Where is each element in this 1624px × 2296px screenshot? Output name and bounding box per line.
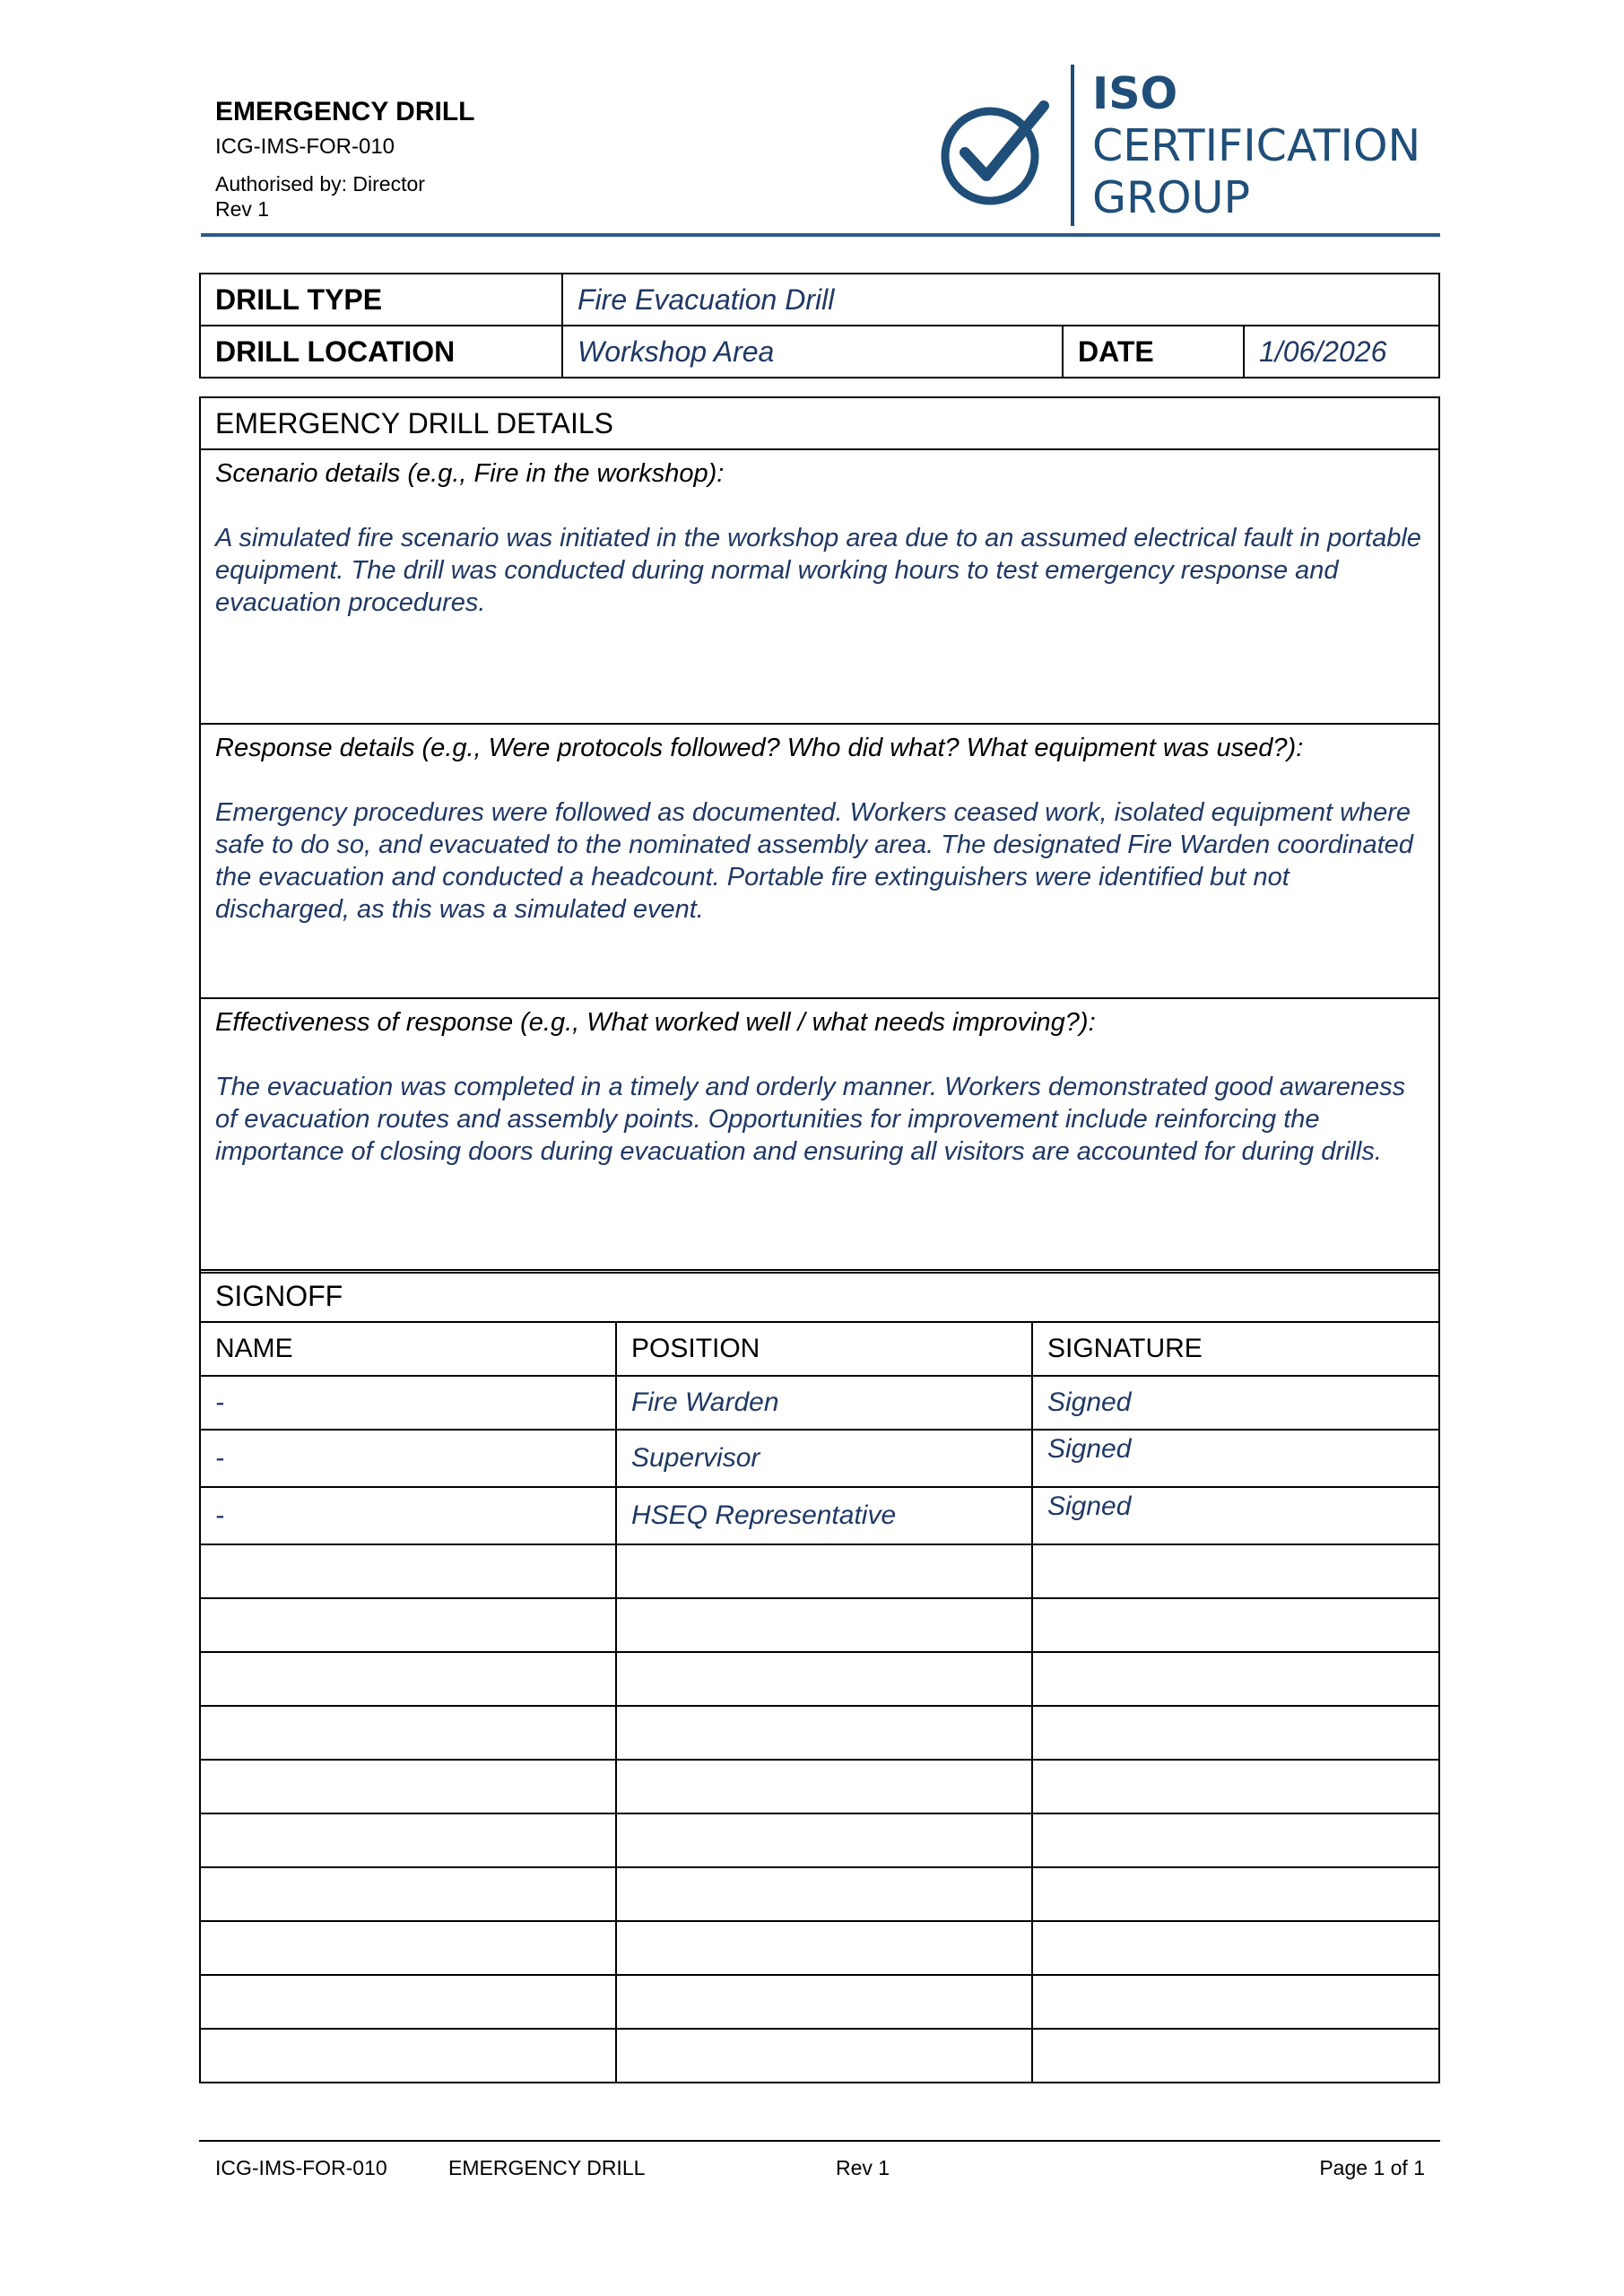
drill-location-value: Workshop Area: [562, 326, 1063, 378]
check-circle-icon: [938, 97, 1049, 208]
document-title: EMERGENCY DRILL: [215, 97, 475, 126]
empty-cell: [1032, 2029, 1439, 2083]
iso-certification-group-logo: [938, 65, 1440, 230]
footer-page-number: Page 1 of 1: [1319, 2156, 1425, 2179]
date-value: 1/06/2026: [1244, 326, 1439, 378]
drill-location-label: DRILL LOCATION: [200, 326, 562, 378]
empty-row: [200, 1813, 1439, 1867]
empty-cell: [1032, 1813, 1439, 1867]
column-header-name: NAME: [200, 1322, 616, 1376]
effectiveness-prompt: Effectiveness of response (e.g., What worked well / what needs improving?):: [215, 1008, 1096, 1037]
scenario-answer: A simulated fire scenario was initiated in the workshop area due to an assumed electrical fault in portable equipment. The drill was conducted during normal working hours to test emergency response and evacuation procedures.: [215, 524, 1421, 617]
empty-cell: [200, 1921, 616, 1975]
authorised-by: Authorised by: Director: [215, 172, 425, 196]
signoff-header-row: [200, 1322, 1439, 1376]
empty-cell: [1032, 1652, 1439, 1706]
logo-text: [1092, 68, 1420, 224]
signoff-position: HSEQ Representative: [616, 1487, 1032, 1544]
logo-line-iso: ISO: [1092, 68, 1178, 119]
empty-row: [200, 1867, 1439, 1921]
date-label: DATE: [1063, 326, 1244, 378]
logo-line-group: GROUP: [1092, 172, 1250, 223]
empty-cell: [616, 1975, 1032, 2029]
effectiveness-block: [200, 998, 1439, 1273]
document-code: ICG-IMS-FOR-010: [215, 135, 395, 159]
signoff-position: Supervisor: [616, 1430, 1032, 1487]
empty-cell: [1032, 1975, 1439, 2029]
signoff-heading: SIGNOFF: [200, 1270, 1439, 1322]
signoff-name: -: [200, 1376, 616, 1430]
signoff-signature: Signed: [1032, 1376, 1439, 1430]
drill-location-row: [200, 326, 1439, 378]
empty-cell: [1032, 1544, 1439, 1598]
effectiveness-answer: The evacuation was completed in a timely and orderly manner. Workers demonstrated good awareness of evacuation routes and assembly points. Opportunities for improvement include reinforcing the importance of closing doors during evacuation and ensuring all visitors are accounted for during drills.: [215, 1073, 1406, 1166]
empty-cell: [616, 1544, 1032, 1598]
column-header-position: POSITION: [616, 1322, 1032, 1376]
empty-cell: [616, 1921, 1032, 1975]
empty-cell: [200, 1867, 616, 1921]
scenario-block: [200, 449, 1439, 724]
signoff-name: -: [200, 1430, 616, 1487]
signoff-position: Fire Warden: [616, 1376, 1032, 1430]
drill-type-value: Fire Evacuation Drill: [562, 274, 1439, 326]
signoff-name: -: [200, 1487, 616, 1544]
drill-info-table: [199, 273, 1440, 378]
empty-row: [200, 1975, 1439, 2029]
table-row: [200, 1487, 1439, 1544]
table-row: [200, 1430, 1439, 1487]
footer-code: ICG-IMS-FOR-010: [215, 2156, 387, 2179]
empty-cell: [616, 1706, 1032, 1760]
empty-cell: [1032, 1760, 1439, 1813]
response-answer: Emergency procedures were followed as documented. Workers ceased work, isolated equipment where safe to do so, and evacuated to the nominated assembly area. The designated Fire Warden coordinated the evacuation and conducted a headcount. Portable fire extinguishers were identified but not discharged, as this was a simulated event.: [215, 798, 1413, 924]
empty-cell: [200, 2029, 616, 2083]
empty-cell: [200, 1652, 616, 1706]
footer-title: EMERGENCY DRILL: [448, 2156, 646, 2179]
empty-cell: [200, 1813, 616, 1867]
logo-divider: [1071, 65, 1074, 226]
footer-rev: Rev 1: [836, 2156, 890, 2179]
empty-cell: [616, 1598, 1032, 1652]
empty-row: [200, 1706, 1439, 1760]
empty-row: [200, 1598, 1439, 1652]
empty-cell: [616, 2029, 1032, 2083]
signoff-table: [199, 1269, 1440, 2083]
response-prompt: Response details (e.g., Were protocols followed? Who did what? What equipment was used?):: [215, 734, 1304, 762]
empty-cell: [616, 1813, 1032, 1867]
empty-cell: [200, 1706, 616, 1760]
signoff-signature: Signed: [1032, 1430, 1439, 1487]
response-block: [200, 724, 1439, 998]
footer-divider: [199, 2140, 1440, 2142]
scenario-prompt: Scenario details (e.g., Fire in the workshop):: [215, 459, 725, 488]
empty-cell: [616, 1760, 1032, 1813]
document-header: [215, 68, 1440, 235]
empty-row: [200, 1652, 1439, 1706]
revision: Rev 1: [215, 197, 270, 221]
empty-cell: [1032, 1706, 1439, 1760]
header-divider: [201, 233, 1440, 237]
empty-cell: [1032, 1598, 1439, 1652]
empty-cell: [1032, 1921, 1439, 1975]
empty-cell: [616, 1867, 1032, 1921]
empty-cell: [200, 1598, 616, 1652]
empty-row: [200, 2029, 1439, 2083]
drill-details-table: [199, 396, 1440, 1274]
column-header-signature: SIGNATURE: [1032, 1322, 1439, 1376]
empty-row: [200, 1760, 1439, 1813]
empty-row: [200, 1921, 1439, 1975]
empty-row: [200, 1544, 1439, 1598]
signoff-signature: Signed: [1032, 1487, 1439, 1544]
details-heading: EMERGENCY DRILL DETAILS: [200, 397, 1439, 449]
table-row: [200, 1376, 1439, 1430]
drill-type-row: [200, 274, 1439, 326]
empty-cell: [1032, 1867, 1439, 1921]
logo-line-certification: CERTIFICATION: [1092, 120, 1421, 171]
empty-cell: [200, 1544, 616, 1598]
empty-cell: [200, 1760, 616, 1813]
empty-cell: [200, 1975, 616, 2029]
drill-type-label: DRILL TYPE: [200, 274, 562, 326]
empty-cell: [616, 1652, 1032, 1706]
